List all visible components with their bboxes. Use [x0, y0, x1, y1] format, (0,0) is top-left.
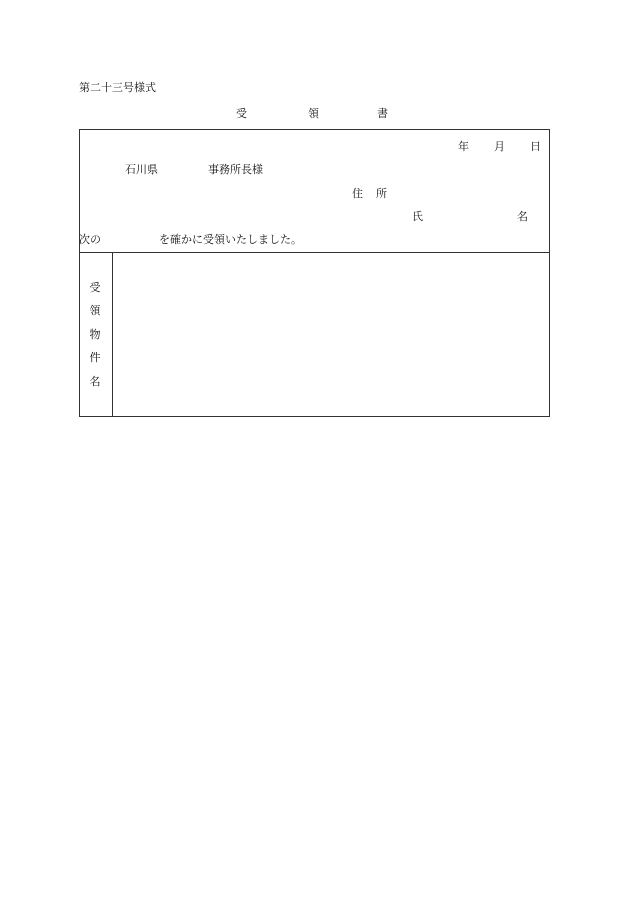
form-number: 第二十三号様式: [79, 81, 156, 94]
document-title: [236, 108, 396, 120]
date-month-label: 月: [494, 140, 505, 153]
received-items-label-char: 受: [89, 281, 101, 294]
received-items-label-char: 物: [89, 328, 101, 341]
name-label: 氏: [412, 210, 423, 223]
address-label: 住: [352, 187, 363, 200]
received-items-label-char: 件: [89, 351, 101, 364]
address-label: 所: [376, 187, 387, 200]
statement-prefix: 次の: [79, 233, 101, 246]
date-year-label: 年: [458, 140, 469, 153]
date-day-label: 日: [530, 140, 541, 153]
addressee-office: 事務所長様: [208, 163, 263, 176]
received-items-area[interactable]: [112, 253, 549, 416]
addressee-prefecture: 石川県: [125, 163, 158, 176]
title-char: 受: [236, 107, 247, 120]
title-char: 領: [308, 107, 319, 120]
received-items-label-char: 名: [89, 375, 101, 388]
title-char: 書: [377, 107, 388, 120]
received-items-label-char: 領: [89, 304, 101, 317]
received-items-label: [79, 252, 111, 417]
statement-suffix: を確かに受領いたしました。: [159, 233, 302, 246]
name-label: 名: [517, 210, 528, 223]
